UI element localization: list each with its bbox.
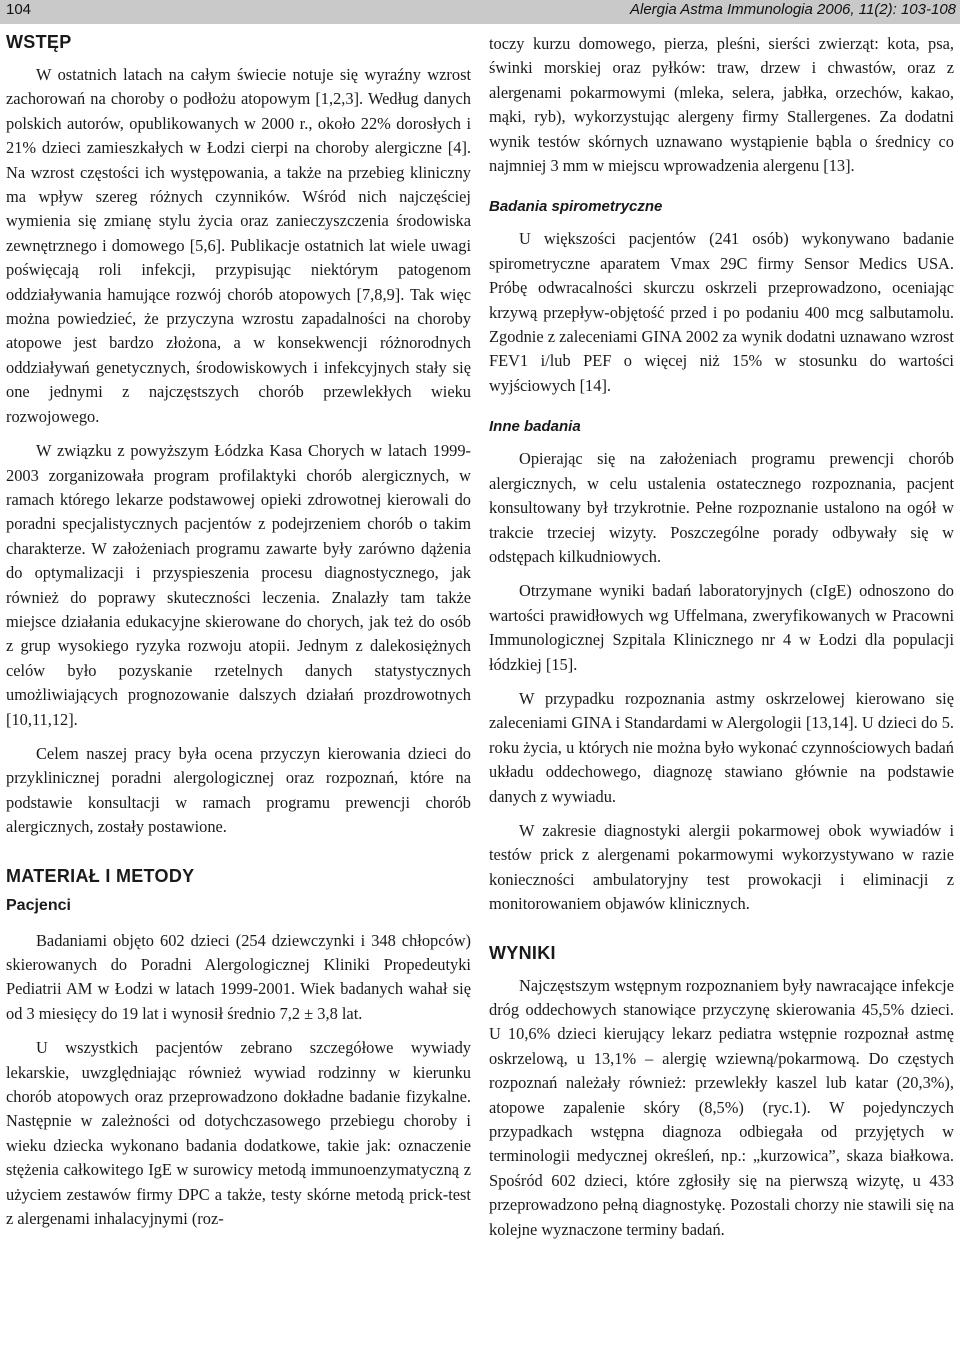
right-column <box>489 32 954 1252</box>
other-tests-paragraph-1: Opierając się na założeniach programu prewencji chorób alergicznych, w celu ustalenia ostatecznego rozpoznania, pacjent konsultowany był trzykrotnie. Pełne rozpoznanie ustalono na ogół w trakcie trzeciej wizyty. Poszczególne porady odbywały się w odstępach kilkudniowych. <box>489 449 954 566</box>
other-tests-paragraph-4: W zakresie diagnostyki alergii pokarmowej obok wywiadów i testów prick z alergenami pokarmowymi wykorzystywano w razie konieczności ambulatoryjny test prowokacji i eliminacji z monitorowaniem objawów klinicznych. <box>489 820 954 914</box>
subsection-title-spirometry: Badania spirometryczne <box>489 198 663 216</box>
section-title-results: WYNIKI <box>489 942 556 963</box>
spirometry-paragraph: U większości pacjentów (241 osób) wykonywano badanie spirometryczne aparatem Vmax 29C firmy Sensor Medics USA. Próbę odwracalności skurczu oskrzeli przeprowadzono, oceniając krzywą przepływ-objętość przed i po podaniu 400 mcg salbutamolu. Zgodnie z zaleceniami GINA 2002 za wynik dodatni uznawano wzrost FEV1 i/lub PEF o więcej niż 15% w stosunku do wartości wyjściowych [14]. <box>489 229 954 395</box>
page-header <box>0 0 960 24</box>
intro-paragraph-1: W ostatnich latach na całym świecie notuje się wyraźny wzrost zachorowań na choroby o podłożu atopowym [1,2,3]. Według danych polskich autorów, opublikowanych w 2000 r., około 22% dorosłych i 21% dzieci zamieszkałych w Łodzi cierpi na choroby alergiczne [4]. Na wzrost częstości ich występowania, a także na przebieg kliniczny ma wpływ szereg różnych czynników. Wśród nich najczęściej wymienia się zmianę stylu życia oraz zanieczyszczenia środowiska zewnętrznego i domowego [5,6]. Publikacje ostatnich lat wiele uwagi poświęcają roli infekcji, przypisując niektórym patogenom oddziaływania hamujące rozwój chorób atopowych [7,8,9]. Tak więc można powiedzieć, że przyczyna wzrostu zapadalności na choroby atopowe jest bardzo złożona, a w konsekwencji różnorodnych oddziaływań genetycznych, środowiskowych i infekcyjnych stały się one jednymi z najczęstszych chorób przewlekłych wieku rozwojowego. <box>6 65 471 426</box>
other-tests-paragraph-3: W przypadku rozpoznania astmy oskrzelowej kierowano się zaleceniami GINA i Standardami w Alergologii [13,14]. U dzieci do 5. roku życia, u których nie można było wykonać czynnościowych badań układu oddechowego, diagnozę stawiano głównie na podstawie danych z wywiadu. <box>489 688 954 806</box>
subsection-title-other-tests: Inne badania <box>489 418 581 436</box>
other-tests-paragraph-2: Otrzymane wyniki badań laboratoryjnych (cIgE) odnoszono do wartości prawidłowych wg Uffelmana, zweryfikowanych w Pracowni Immunologicznej Szpitala Klinicznego nr 4 w Łodzi dla populacji łódzkiej [15]. <box>489 581 954 674</box>
results-paragraph: Najczęstszym wstępnym rozpoznaniem były nawracające infekcje dróg oddechowych stanowiące przyczynę skierowania 45,5% dzieci. U 10,6% dzieci kierujący lekarz pediatra wstępnie rozpoznał astmę oskrzelową, u 13,1% – alergię wziewną/pokarmową. Do częstych rozpoznań należały również: przewlekły kaszel lub katar (20,3%), atopowe zapalenie skóry (8,5%) (ryc.1). W pojedynczych przypadkach wstępna diagnoza odbiegała od przyjętych w terminologii medycznej określeń, np.: „kurzowica”, skaza białkowa. Spośród 602 dzieci, które zgłosiły się na pierwszą wizytę, u 433 przeprowadzono pełną diagnostykę. Pozostali chorzy nie stawili się na kolejne wyznaczone terminy badań. <box>489 975 954 1239</box>
page-number: 104 <box>6 1 32 18</box>
patients-paragraph-1: Badaniami objęto 602 dzieci (254 dziewczynki i 348 chłopców) skierowanych do Poradni Alergologicznej Kliniki Propedeutyki Pediatrii AM w Łodzi w latach 1999-2001. Wiek badanych wahał się od 3 miesięcy do 19 lat i wynosił średnio 7,2 ± 3,8 lat. <box>6 930 471 1023</box>
continued-paragraph: toczy kurzu domowego, pierza, pleśni, sierści zwierząt: kota, psa, świnki morskiej oraz pyłków: traw, drzew i chwastów, oraz z alergenami pokarmowymi (mleka, selera, jabłka, orzechów, kakao, mąki, ryb), wykorzystując alergeny firmy Stallergenes. Za dodatni wynik testów skórnych uznawano wystąpienie bąbla o średnicy co najmniej 3 mm w miejscu wprowadzenia alergenu [13]. <box>489 34 954 176</box>
intro-paragraph-2: W związku z powyższym Łódzka Kasa Chorych w latach 1999-2003 zorganizowała program profilaktyki chorób alergicznych, w ramach którego lekarze podstawowej opieki zdrowotnej kierowali do poradni specjalistycznych pacjentów z podejrzeniem chorób o takim charakterze. W założeniach programu zawarte były zarówno dążenia do optymalizacji i przyspieszenia procesu diagnostycznego, jak również do poprawy skuteczności leczenia. Znalazły tam także miejsce działania edukacyjne skierowane do chorych, jak też do osób z grup wysokiego ryzyka rozwoju atopii. Jednym z dalekosiężnych celów było pozyskanie rzetelnych danych statystycznych umożliwiających prognozowanie dalszych działań prozdrowotnych [10,11,12]. <box>6 441 471 729</box>
left-column <box>6 32 471 1241</box>
subsection-title-patients: Pacjenci <box>6 896 71 914</box>
intro-paragraph-3: Celem naszej pracy była ocena przyczyn kierowania dzieci do przyklinicznej poradni alergologicznej oraz rozpoznań, które na podstawie konsultacji w ramach programu prewencji chorób alergicznych, zostały postawione. <box>6 743 471 837</box>
section-title-wstep: WSTĘP <box>6 32 72 52</box>
patients-paragraph-2: U wszystkich pacjentów zebrano szczegółowe wywiady lekarskie, uwzględniając również wywiad rodzinny w kierunku chorób atopowych oraz przeprowadzono dokładne badanie fizykalne. Następnie w zależności od dotychczasowego przebiegu choroby i wieku dziecka wykonano badania dodatkowe, takie jak: oznaczenie stężenia całkowitego IgE w surowicy metodą immunoenzymatyczną z użyciem zestawów firmy DPC a także, testy skórne metodą prick-test z alergenami inhalacyjnymi (roz- <box>6 1038 471 1229</box>
journal-citation: Alergia Astma Immunologia 2006, 11(2): 103-108 <box>629 1 956 18</box>
section-title-methods: MATERIAŁ I METODY <box>6 865 195 886</box>
